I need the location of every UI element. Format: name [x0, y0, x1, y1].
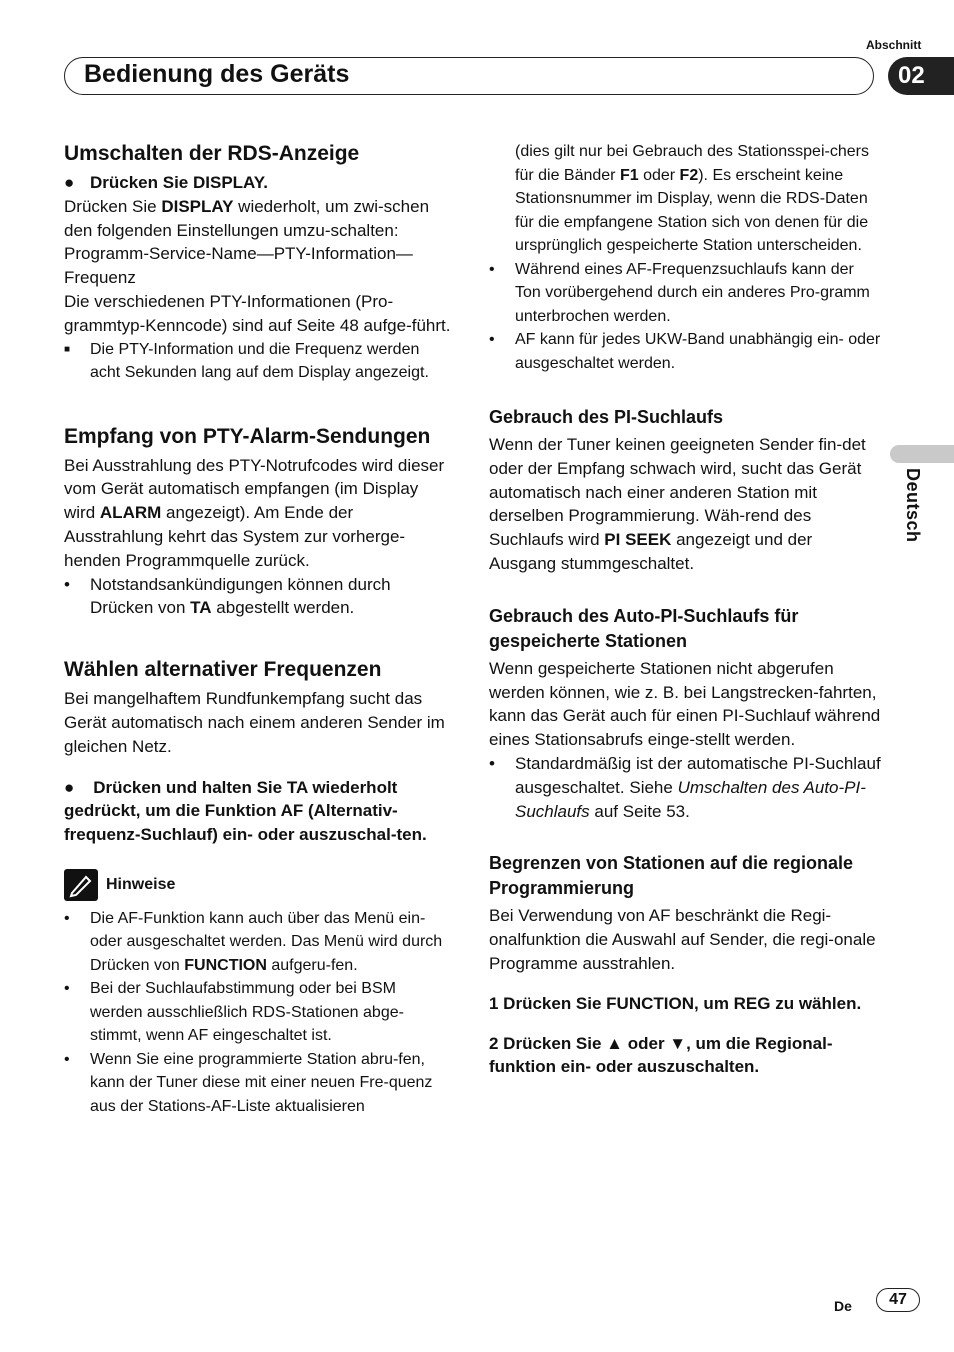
- paragraph: [64, 454, 452, 573]
- list-item: [489, 752, 881, 823]
- text: aufgeru-fen.: [266, 956, 358, 974]
- text: angezeigt und der Ausgang stummgeschaltet.: [489, 530, 813, 573]
- step-1: 1 Drücken Sie FUNCTION, um REG zu wählen.: [489, 993, 862, 1013]
- paragraph: [64, 195, 452, 243]
- step-text: Drücken Sie DISPLAY.: [90, 173, 268, 192]
- step-bullet-icon: ●: [64, 777, 75, 797]
- text: AF kann für jedes UKW-Band unabhängig ein- oder ausgeschaltet werden.: [515, 331, 881, 372]
- language-label: Deutsch: [903, 468, 923, 543]
- text: Wenn der Tuner keinen geeigneten Sender fin-det oder der Empfang schwach wird, sucht das Gerät automatisch nach einer anderen Station mit derselben Programmierung. Wäh-rend des Suchlaufs wird: [489, 435, 866, 550]
- text: Notstandsankündigungen können durch Drücken von: [90, 574, 391, 618]
- paragraph: [489, 140, 881, 258]
- list-item: [64, 977, 452, 1048]
- note-text: Die PTY-Information und die Frequenz werden acht Sekunden lang auf dem Display angezeigt.: [90, 340, 429, 382]
- paragraph: Die verschiedenen PTY-Informationen (Pro-grammtyp-Kenncode) sind auf Seite 48 aufge-führt.: [64, 291, 451, 335]
- text: ). Es erscheint keine Stationsnummer im Display, wenn die RDS-Daten für die empfangene Station sich von denen für die ursprünglich gespeicherte Station unterscheiden.: [515, 166, 869, 254]
- text: oder: [638, 166, 680, 184]
- text: abgestellt werden.: [211, 598, 355, 618]
- paragraph: Bei Verwendung von AF beschränkt die Regi-onalfunktion die Auswahl auf Sender, die regi-onale Programme ausstrahlen.: [489, 906, 876, 973]
- language-tab: [890, 445, 954, 463]
- right-column: [489, 140, 881, 1079]
- text: auf Seite 53.: [589, 801, 690, 821]
- list-item: [64, 907, 452, 978]
- square-bullet-icon: ■: [64, 343, 71, 355]
- section-title-pi: Gebrauch des PI-Suchlaufs: [489, 407, 724, 427]
- bullet-icon: •: [64, 574, 70, 594]
- notes-continued: [489, 140, 881, 375]
- notes-title: Hinweise: [106, 876, 176, 894]
- bullet-icon: •: [489, 331, 495, 348]
- bullet-icon: •: [64, 909, 70, 927]
- step-text: Drücken und halten Sie TA wiederholt gedrückt, um die Funktion AF (Alternativ-frequenz-Suchlauf) ein- oder auszuschal-ten.: [64, 777, 427, 845]
- note-item: [64, 338, 452, 385]
- bullet-icon: •: [489, 753, 495, 773]
- list-item: [489, 258, 881, 329]
- notes-list: [64, 907, 452, 1119]
- step-bullet-icon: ●: [64, 173, 75, 192]
- key-label: FUNCTION: [184, 956, 267, 974]
- section-number-badge: 02: [888, 57, 954, 95]
- key-label: F2: [679, 166, 699, 184]
- paragraph: Bei mangelhaftem Rundfunkempfang sucht das Gerät automatisch nach einem anderen Sender im gleichen Netz.: [64, 689, 445, 756]
- text: (dies gilt nur bei Gebrauch des Stationsspei-chers für die Bänder: [515, 143, 869, 184]
- bullet-icon: •: [64, 980, 70, 998]
- key-label: PI SEEK: [604, 530, 672, 550]
- text: Bei Ausstrahlung des PTY-Notrufcodes wird dieser vom Gerät automatisch empfangen (im Display wird: [64, 455, 445, 523]
- step-display: [64, 171, 452, 195]
- footer-language-code: De: [834, 1298, 852, 1314]
- section-title-rds: Umschalten der RDS-Anzeige: [64, 142, 360, 165]
- step-2: 2 Drücken Sie ▲ oder ▼, um die Regional-funktion ein- oder auszuschalten.: [489, 1033, 833, 1077]
- notes-header: [64, 869, 452, 901]
- key-label: F1: [619, 166, 639, 184]
- paragraph: [489, 433, 881, 576]
- key-label: TA: [190, 598, 212, 618]
- key-label: ALARM: [99, 503, 162, 523]
- list-item: [64, 1048, 452, 1119]
- bullet-icon: •: [489, 260, 495, 278]
- text: angezeigt). Am Ende der Ausstrahlung kehrt das System zur vorherge-henden Programmquelle zurück.: [64, 503, 406, 570]
- step-ta: [64, 776, 452, 847]
- text: Wenn Sie eine programmierte Station abru-fen, kann der Tuner diese mit einer neuen Fre-quenz aus der Stations-AF-Liste aktualisieren: [90, 1050, 433, 1115]
- paragraph: Programm-Service-Name—PTY-Information—Frequenz: [64, 244, 413, 288]
- left-column: [64, 140, 452, 1118]
- section-title-af: Wählen alternativer Frequenzen: [64, 658, 382, 682]
- bullet-icon: •: [64, 1050, 70, 1068]
- cross-reference: Umschalten des Auto-PI-Suchlaufs: [515, 777, 866, 821]
- text: wiederholt, um zwi-schen den folgenden Einstellungen umzu-schalten:: [64, 196, 430, 240]
- section-title-pty-alarm: Empfang von PTY-Alarm-Sendungen: [64, 424, 431, 448]
- page-title: Bedienung des Geräts: [84, 60, 350, 88]
- page-number: 47: [876, 1288, 920, 1312]
- list-item: [64, 573, 452, 621]
- text: Während eines AF-Frequenzsuchlaufs kann der Ton vorübergehend durch ein anderes Pro-gramm unterbrochen werden.: [515, 260, 870, 325]
- key-label: DISPLAY: [161, 196, 234, 216]
- text: Drücken Sie: [64, 196, 162, 216]
- section-title-auto-pi: Gebrauch des Auto-PI-Suchlaufs für gespeicherte Stationen: [489, 605, 799, 651]
- text: Bei der Suchlaufabstimmung oder bei BSM werden ausschließlich RDS-Stationen abge-stimmt, wenn AF eingeschaltet ist.: [90, 980, 404, 1045]
- section-title-regional: Begrenzen von Stationen auf die regionale Programmierung: [489, 853, 854, 899]
- section-label: Abschnitt: [866, 38, 922, 52]
- text: Die AF-Funktion kann auch über das Menü ein- oder ausgeschaltet werden. Das Menü wird durch Drücken von: [90, 909, 443, 974]
- text: Standardmäßig ist der automatische PI-Suchlauf ausgeschaltet. Siehe: [515, 753, 881, 797]
- list-item: [489, 328, 881, 375]
- paragraph: Wenn gespeicherte Stationen nicht abgerufen werden können, wie z. B. bei Langstrecken-fahrten, kann das Gerät auch für einen PI-Suchlauf während eines Stationsabrufs einge-stellt werden.: [489, 658, 881, 750]
- pencil-note-icon: [64, 869, 98, 901]
